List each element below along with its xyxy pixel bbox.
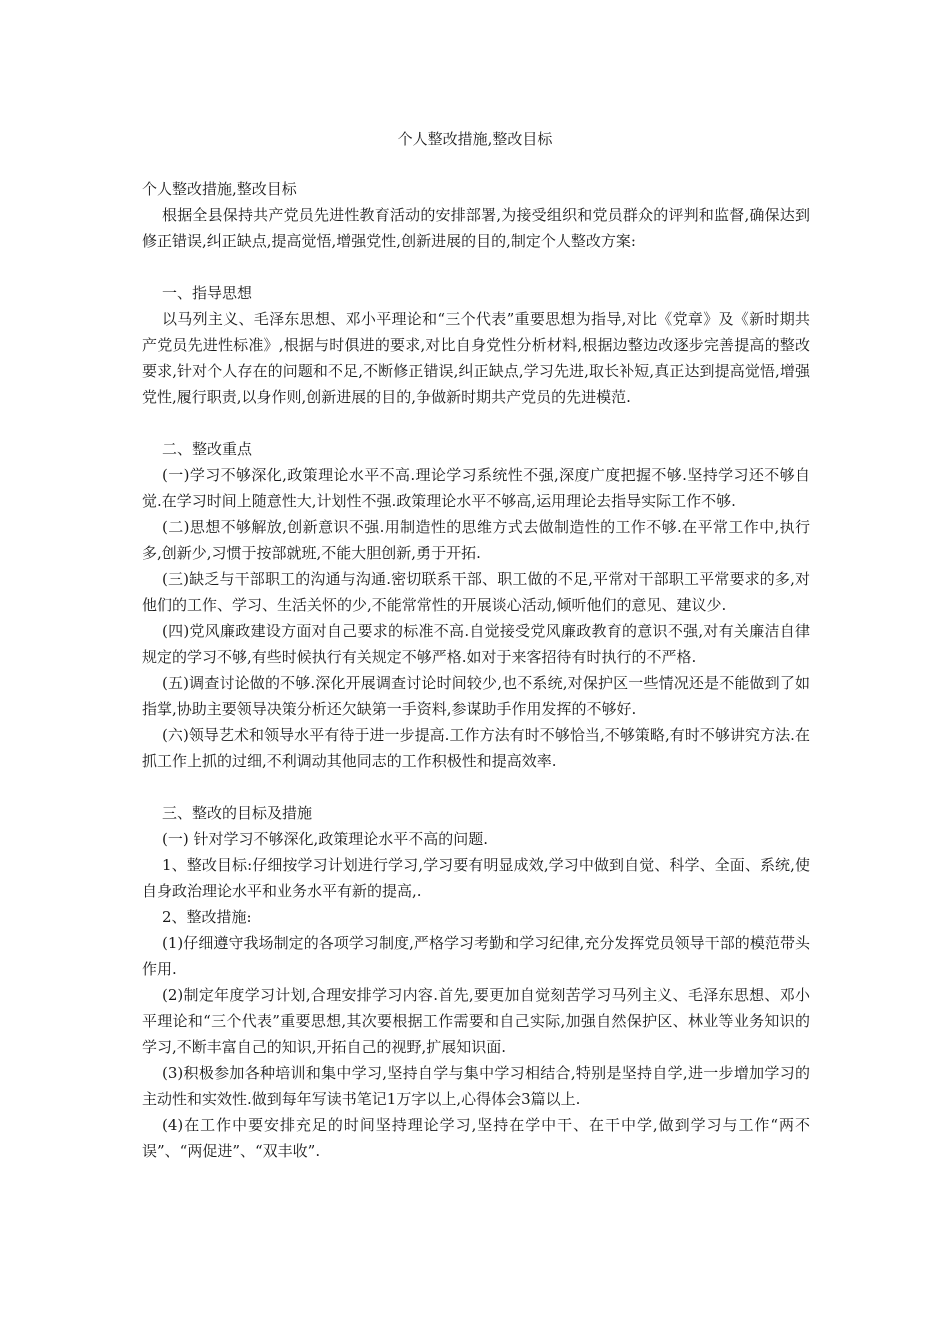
key-point-item: (一)学习不够深化,政策理论水平不高.理论学习系统性不强,深度广度把握不够.坚持学习还不够自觉.在学习时间上随意性大,计划性不强.政策理论水平不够高,运用理论去指导实际工作不够. [142,466,810,510]
measures-heading: 2、整改措施: [162,908,252,926]
key-point-item: (四)党风廉政建设方面对自己要求的标准不高.自觉接受党风廉政教育的意识不强,对有关廉洁自律规定的学习不够,有些时候执行有关规定不够严格.如对于来客招待有时执行的不严格. [142,622,810,666]
section-heading-key-points: 二、整改重点 [162,440,253,458]
key-point-item: (五)调查讨论做的不够.深化开展调查讨论时间较少,也不系统,对保护区一些情况还是不能做到了如指掌,协助主要领导决策分析还欠缺第一手资料,参谋助手作用发挥的不够好. [142,674,810,718]
key-point-item: (三)缺乏与干部职工的沟通与沟通.密切联系干部、职工做的不足,平常对干部职工平常要求的多,对他们的工作、学习、生活关怀的少,不能常常性的开展谈心活动,倾听他们的意见、建议少. [142,570,810,614]
section-heading-goals-measures: 三、整改的目标及措施 [162,804,313,822]
document-subtitle: 个人整改措施,整改目标 [142,180,297,198]
goal-paragraph: 1、整改目标:仔细按学习计划进行学习,学习要有明显成效,学习中做到自觉、科学、全面、系统,使自身政治理论水平和业务水平有新的提高,. [142,856,810,900]
key-point-item: (二)思想不够解放,创新意识不强.用制造性的思维方式去做制造性的工作不够.在平常工作中,执行多,创新少,习惯于按部就班,不能大胆创新,勇于开拓. [142,518,810,562]
measure-item: (3)积极参加各种培训和集中学习,坚持自学与集中学习相结合,特别是坚持自学,进一步增加学习的主动性和实效性.做到每年写读书笔记1万字以上,心得体会3篇以上. [142,1064,810,1108]
measure-item: (2)制定年度学习计划,合理安排学习内容.首先,要更加自觉刻苦学习马列主义、毛泽东思想、邓小平理论和“三个代表”重要思想,其次要根据工作需要和自己实际,加强自然保护区、林业等业务知识的学习,不断丰富自己的知识,开拓自己的视野,扩展知识面. [142,986,810,1056]
guiding-ideology-paragraph: 以马列主义、毛泽东思想、邓小平理论和“三个代表”重要思想为指导,对比《党章》及《新时期共产党员先进性标准》,根据与时俱进的要求,对比自身党性分析材料,根据边整边改逐步完善提高的整改要求,针对个人存在的问题和不足,不断修正错误,纠正缺点,学习先进,取长补短,真正达到提高觉悟,增强党性,履行职责,以身作则,创新进展的目的,争做新时期共产党员的先进模范. [142,310,810,406]
spacer [142,254,810,280]
spacer [142,410,810,436]
section-heading-guiding-ideology: 一、指导思想 [162,284,253,302]
intro-paragraph: 根据全县保持共产党员先进性教育活动的安排部署,为接受组织和党员群众的评判和监督,确保达到修正错误,纠正缺点,提高觉悟,增强党性,创新进展的目的,制定个人整改方案: [142,206,810,250]
measure-item: (1)仔细遵守我场制定的各项学习制度,严格学习考勤和学习纪律,充分发挥党员领导干部的模范带头作用. [142,934,810,978]
spacer [142,774,810,800]
document-body [142,176,810,1164]
document-title: 个人整改措施,整改目标 [397,130,553,148]
sub-issue-heading: (一) 针对学习不够深化,政策理论水平不高的问题. [162,830,489,848]
key-point-item: (六)领导艺术和领导水平有待于进一步提高.工作方法有时不够恰当,不够策略,有时不够讲究方法.在抓工作上抓的过细,不利调动其他同志的工作积极性和提高效率. [142,726,810,770]
measure-item: (4)在工作中要安排充足的时间坚持理论学习,坚持在学中干、在干中学,做到学习与工作“两不误”、“两促进”、“双丰收”. [142,1116,810,1160]
